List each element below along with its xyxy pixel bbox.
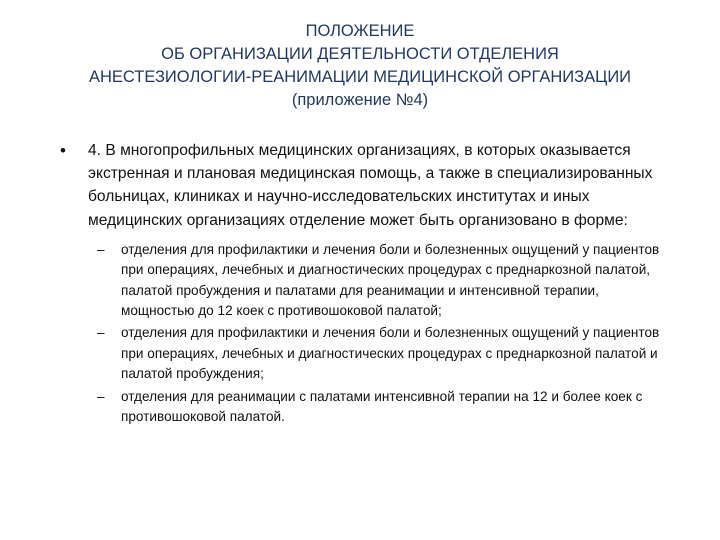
sub-item-3 bbox=[97, 387, 670, 428]
dash-icon: – bbox=[97, 241, 105, 257]
slide-body bbox=[60, 139, 670, 429]
sub-list bbox=[60, 240, 670, 428]
sub-item-text: отделения для реанимации с палатами интенсивной терапии на 12 и более коек с противошоковой палатой. bbox=[121, 388, 643, 425]
title-line-2: ОБ ОРГАНИЗАЦИИ ДЕЯТЕЛЬНОСТИ ОТДЕЛЕНИЯ bbox=[161, 45, 559, 63]
dash-icon: – bbox=[97, 325, 105, 341]
title-line-3: АНЕСТЕЗИОЛОГИИ-РЕАНИМАЦИИ МЕДИЦИНСКОЙ ОРГАНИЗАЦИИ bbox=[88, 68, 632, 86]
bullet-icon: • bbox=[60, 141, 66, 160]
sub-item-text: отделения для профилактики и лечения боли и болезненных ощущений у пациентов при операциях, лечебных и диагностических процедурах с преднаркозной палатой и палатой пробуждения; bbox=[121, 325, 660, 382]
sub-item-text: отделения для профилактики и лечения боли и болезненных ощущений у пациентов при операциях, лечебных и диагностических процедурах с преднаркозной палатой, палатой пробуждения и палатами для реанимации и интенсивной терапии, мощностью до 12 коек с противошоковой палатой; bbox=[121, 241, 660, 319]
title-line-4: (приложение №4) bbox=[291, 91, 429, 109]
title-line-1: ПОЛОЖЕНИЕ bbox=[305, 22, 415, 40]
sub-item-2 bbox=[97, 323, 670, 384]
dash-icon: – bbox=[97, 388, 105, 404]
slide-title bbox=[40, 20, 680, 112]
main-bullet-item bbox=[60, 139, 670, 232]
main-bullet-text: 4. В многопрофильных медицинских организациях, в которых оказывается экстренная и плановая медицинская помощь, а также в специализированных больницах, клиниках и научно-исследовательских институтах и иных медицинских организациях отделение может быть организовано в форме: bbox=[88, 142, 653, 229]
sub-item-1 bbox=[97, 240, 670, 322]
